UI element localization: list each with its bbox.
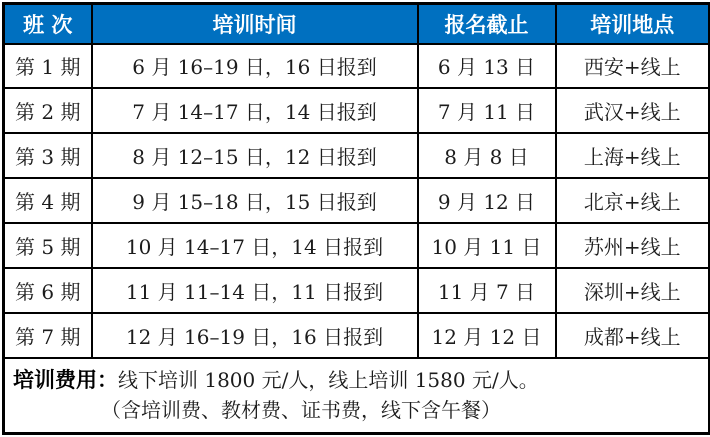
location-cell: 苏州+线上 [556, 223, 710, 268]
deadline-cell: 9 月 12 日 [418, 178, 556, 223]
fee-line-1 [13, 365, 700, 395]
training-schedule-table [2, 2, 710, 435]
time-cell: 10 月 14–17 日，14 日报到 [92, 223, 418, 268]
time-cell: 11 月 11–14 日，11 日报到 [92, 268, 418, 313]
table-row [4, 88, 710, 133]
table-row [4, 44, 710, 89]
table-row [4, 223, 710, 268]
time-cell: 7 月 14–17 日，14 日报到 [92, 88, 418, 133]
deadline-cell: 6 月 13 日 [418, 44, 556, 89]
session-cell: 第 6 期 [4, 268, 92, 313]
location-cell: 北京+线上 [556, 178, 710, 223]
col-header-deadline: 报名截止 [418, 4, 556, 44]
fee-label: 培训费用： [13, 368, 118, 393]
fee-text: 线下培训 1800 元/人，线上培训 1580 元/人。 [118, 368, 539, 393]
location-cell: 武汉+线上 [556, 88, 710, 133]
table-row [4, 178, 710, 223]
col-header-time: 培训时间 [92, 4, 418, 44]
deadline-cell: 12 月 12 日 [418, 313, 556, 358]
session-cell: 第 7 期 [4, 313, 92, 358]
time-cell: 12 月 16–19 日，16 日报到 [92, 313, 418, 358]
session-cell: 第 2 期 [4, 88, 92, 133]
deadline-cell: 10 月 11 日 [418, 223, 556, 268]
fee-row [4, 358, 710, 434]
col-header-location: 培训地点 [556, 4, 710, 44]
location-cell: 西安+线上 [556, 44, 710, 89]
location-cell: 深圳+线上 [556, 268, 710, 313]
session-cell: 第 5 期 [4, 223, 92, 268]
deadline-cell: 7 月 11 日 [418, 88, 556, 133]
deadline-cell: 8 月 8 日 [418, 133, 556, 178]
deadline-cell: 11 月 7 日 [418, 268, 556, 313]
table-row [4, 133, 710, 178]
session-cell: 第 3 期 [4, 133, 92, 178]
location-cell: 成都+线上 [556, 313, 710, 358]
time-cell: 8 月 12–15 日，12 日报到 [92, 133, 418, 178]
fee-cell [4, 358, 710, 434]
fee-note: （含培训费、教材费、证书费，线下含午餐） [101, 398, 501, 423]
table-row [4, 313, 710, 358]
time-cell: 9 月 15–18 日，15 日报到 [92, 178, 418, 223]
time-cell: 6 月 16–19 日，16 日报到 [92, 44, 418, 89]
table-row [4, 268, 710, 313]
session-cell: 第 1 期 [4, 44, 92, 89]
location-cell: 上海+线上 [556, 133, 710, 178]
header-row [4, 4, 710, 44]
session-cell: 第 4 期 [4, 178, 92, 223]
col-header-session: 班 次 [4, 4, 92, 44]
